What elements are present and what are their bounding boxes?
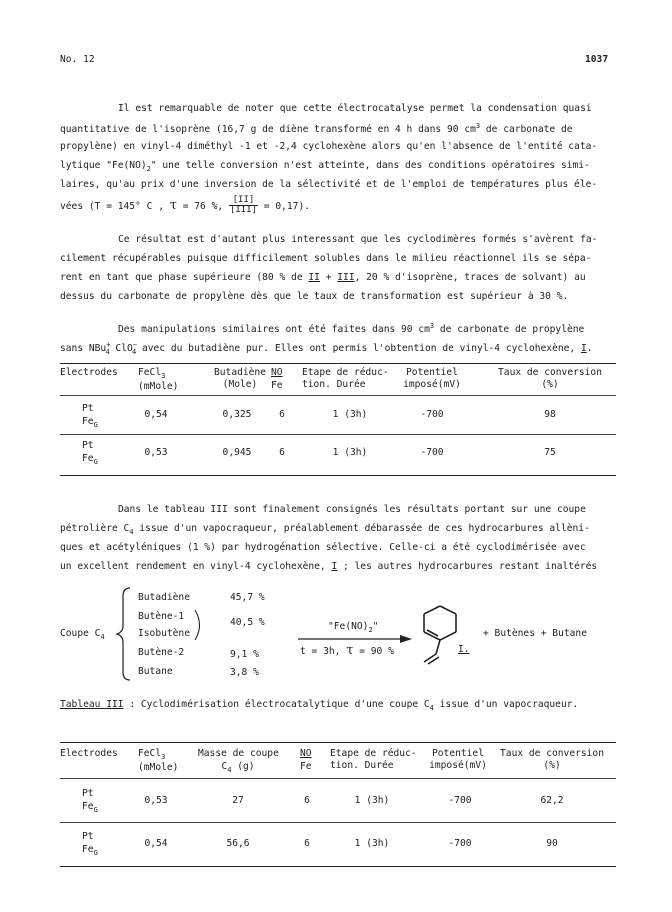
byproducts-label: + Butènes + Butane [483,628,587,639]
column-header-fecl3: FeCl$_3$ (mMole) [138,748,179,774]
nofe-cell: 6 [279,447,285,458]
column-header-taux: Taux de conversion (%) [500,748,604,772]
paragraph-line: sans NBu+$_4$ ClO−$_4$ avec du butadiène pur. Elles ont permis l'obtention de vinyl-4 cyclohexène, I. [60,341,593,357]
paragraph-line: cilement récupérables puisque difficilement solubles dans le milieu réactionnel ils se sépa- [60,253,592,264]
product-label: I. [458,644,470,655]
potentiel-cell: -700 [448,795,472,806]
etape-cell: 1 (3h) [332,409,368,420]
fecl-cell: 0,53 [144,447,168,458]
taux-cell: 75 [544,447,556,458]
amount-cell: 27 [232,795,244,806]
paragraph-line: Des manipulations similaires ont été faites dans 90 $cm^3$ de carbonate de propylène [118,322,585,336]
column-header-masse: Masse de coupe $C_4$ (g) [198,748,279,774]
paragraph-line: lytique "$Fe(NO)_2$" une telle conversion n'est atteinte, dans des conditions opératoires simi- [60,160,590,173]
column-header-taux: Taux de conversion (%) [498,367,602,391]
electrode-cell: Pt $Fe_G$ [82,788,98,814]
table-bottom-rule [60,475,616,476]
paragraph-line: dessus du carbonate de propylène dès que le taux de transformation est supérieur à 30 %. [60,291,569,302]
table-caption: Tableau III : Cyclodimérisation électrocatalytique d'une coupe $C_4$ issue d'un vapocraqueur. [60,699,579,712]
paragraph-line: rent en tant que phase supérieure (80 % de II + III, 20 % d'isoprène, traces de solvant) au [60,272,586,283]
fecl-cell: 0,54 [144,838,168,849]
paragraph-line: pétrolière $C_4$ issue d'un vapocraqueur, préalablement débarassée de ces hydrocarbures allèni- [60,523,590,536]
catalyst-label: "$Fe(NO)_2$" [328,621,379,634]
paragraph-line: un excellent rendement en vinyl-4 cyclohexène, I ; les autres hydrocarbures restant inaltérés [60,561,598,572]
paragraph-line: laires, qu'au prix d'une inversion de la sélectivité et de l'emploi de températures plus éle- [60,179,598,190]
column-header-no-fe: NO Fe [300,748,312,772]
table-row-rule [60,822,616,823]
journal-issue-number: No. 12 [60,54,95,65]
column-header-potentiel: Potentiel imposé(mV) [403,367,461,391]
table-top-rule [60,363,616,364]
paragraph-line: ques et acétyléniques (1 %) par hydrogénation sélective. Celle-ci a été cyclodimérisée avec [60,542,586,553]
amount-cell: 0,945 [222,447,252,458]
coupe-label: Coupe $C_4$ [60,628,105,641]
paragraph-line: Ce résultat est d'autant plus interessant que les cyclodimères formés s'avèrent fa- [118,234,598,245]
table-bottom-rule [60,866,616,867]
taux-cell: 90 [546,838,558,849]
column-header-butadiene: Butadiène (Mole) [214,367,266,391]
column-header-etape: Etape de réduc- tion. Durée [330,748,417,772]
reaction-conditions: t = 3h, τ = 90 % [300,643,394,658]
component-name: Butadiène [138,592,190,603]
nofe-cell: 6 [304,838,310,849]
table-header-rule [60,395,616,396]
component-name: Butane [138,666,173,677]
amount-cell: 56,6 [226,838,250,849]
component-value: 9,1 % [230,649,259,660]
paragraph-line: quantitative de l'isoprène (16,7 g de diène transformé en 4 h dans 90 $cm^3$ de carbonate de [60,122,573,136]
fecl-cell: 0,53 [144,795,168,806]
selectivity-ratio: $\frac{[II]}{\text{[III]}}$ [229,195,258,216]
paragraph-line: vées (T = 145° C , τ = 76 %, $\frac{[II]}{\text{[III]}}$ = 0,17). [60,195,311,216]
etape-cell: 1 (3h) [354,795,390,806]
fecl-cell: 0,54 [144,409,168,420]
potentiel-cell: -700 [448,838,472,849]
column-header-no-fe: NO Fe [271,367,283,391]
nofe-cell: 6 [304,795,310,806]
column-header-fecl3: FeCl$_3$ (mMole) [138,367,179,393]
electrode-cell: Pt $Fe_G$ [82,403,98,429]
electrode-cell: Pt $Fe_G$ [82,440,98,466]
etape-cell: 1 (3h) [354,838,390,849]
paragraph-line: propylène) en vinyl-4 diméthyl -1 et -2,4 cyclohexène alors qu'en l'absence de l'entité cata- [60,141,598,152]
page-number: 1037 [585,54,609,65]
paragraph-line: Il est remarquable de noter que cette électrocatalyse permet la condensation quasi [118,103,592,114]
taux-cell: 98 [544,409,556,420]
column-header-potentiel: Potentiel imposé(mV) [429,748,487,772]
table-top-rule [60,742,616,743]
component-value: 45,7 % [230,592,265,603]
component-value: 3,8 % [230,667,259,678]
component-name: Butène-2 [138,647,185,658]
etape-cell: 1 (3h) [332,447,368,458]
table-header-rule [60,778,616,779]
left-brace-icon [110,586,140,682]
vinylcyclohexene-structure-icon [418,600,472,672]
component-name: Isobutène [138,628,190,639]
electrode-cell: Pt $Fe_G$ [82,831,98,857]
potentiel-cell: -700 [420,447,444,458]
column-header-etape: Etape de réduc- tion. Durée [302,367,389,391]
table-row-rule [60,434,616,435]
nofe-cell: 6 [279,409,285,420]
potentiel-cell: -700 [420,409,444,420]
right-paren-icon [192,608,206,642]
component-value: 40,5 % [230,617,265,628]
column-header-electrodes: Electrodes [60,367,118,378]
component-name: Butène-1 [138,611,185,622]
taux-cell: 62,2 [540,795,564,806]
amount-cell: 0,325 [222,409,252,420]
paragraph-line: Dans le tableau III sont finalement consignés les résultats portant sur une coupe [118,504,586,515]
column-header-electrodes: Electrodes [60,748,118,759]
